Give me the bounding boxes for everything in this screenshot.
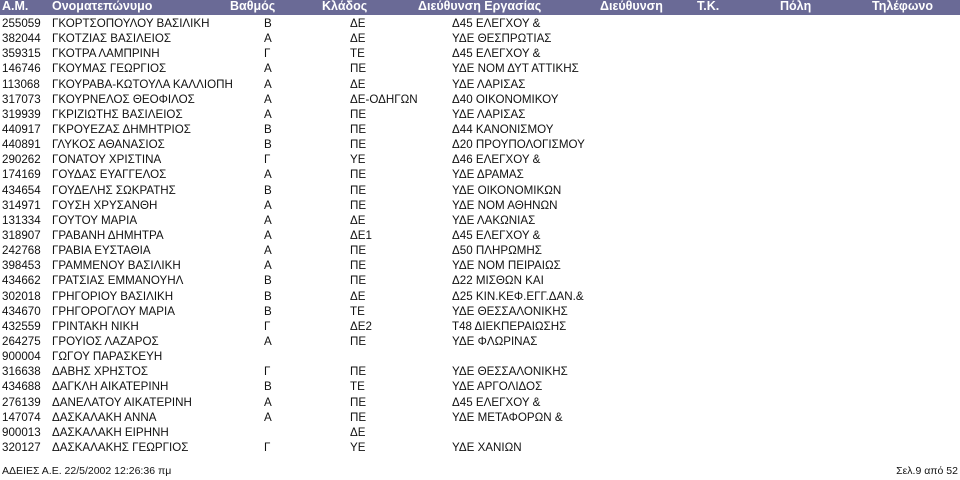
cell-work-department: ΥΔΕ ΝΟΜ ΠΕΙΡΑΙΩΣ bbox=[452, 259, 561, 273]
cell-class: ΔΕ2 bbox=[350, 319, 372, 333]
cell-am: 359315 bbox=[2, 47, 41, 61]
table-row bbox=[0, 379, 960, 394]
cell-grade: Β bbox=[264, 380, 272, 394]
cell-grade: Γ bbox=[264, 365, 271, 379]
cell-am: 264275 bbox=[2, 334, 41, 348]
table-row bbox=[0, 304, 960, 319]
page-footer bbox=[0, 464, 960, 480]
cell-work-department: Δ40 ΟΙΚΟΝΟΜΙΚΟΥ bbox=[452, 92, 559, 106]
cell-class: ΠΕ bbox=[350, 334, 367, 348]
cell-work-department: Δ50 ΠΛΗΡΩΜΗΣ bbox=[452, 244, 542, 258]
table-row bbox=[0, 31, 960, 46]
cell-fullname: ΔΑΣΚΑΛΑΚΗ ΕΙΡΗΝΗ bbox=[52, 425, 169, 439]
cell-work-department: ΥΔΕ ΑΡΓΟΛΙΔΟΣ bbox=[452, 380, 543, 394]
cell-class: ΔΕ bbox=[350, 17, 366, 30]
table-row bbox=[0, 61, 960, 76]
cell-grade: Γ bbox=[264, 47, 271, 61]
cell-work-department: Δ25 ΚΙΝ.ΚΕΦ.ΕΓΓ.ΔΑΝ.& bbox=[452, 289, 584, 303]
cell-work-department: ΥΔΕ ΜΕΤΑΦΟΡΩΝ & bbox=[452, 410, 563, 424]
header-postal-code: Τ.Κ. bbox=[697, 0, 720, 13]
table-row bbox=[0, 289, 960, 304]
header-work-department: Διεύθυνση Εργασίας bbox=[418, 0, 542, 13]
cell-class: ΠΕ bbox=[350, 62, 367, 76]
cell-grade: Α bbox=[264, 77, 272, 91]
cell-grade: Β bbox=[264, 138, 272, 152]
cell-fullname: ΔΑΣΚΑΛΑΚΗΣ ΓΕΩΡΓΙΟΣ bbox=[52, 440, 189, 454]
cell-fullname: ΓΡΗΓΟΡΟΓΛΟΥ ΜΑΡΙΑ bbox=[52, 304, 175, 318]
table-row bbox=[0, 349, 960, 364]
table-row bbox=[0, 107, 960, 122]
cell-am: 900013 bbox=[2, 425, 41, 439]
cell-grade: Γ bbox=[264, 319, 271, 333]
cell-am: 398453 bbox=[2, 259, 41, 273]
table-body bbox=[0, 16, 960, 455]
cell-fullname: ΓΛΥΚΟΣ ΑΘΑΝΑΣΙΟΣ bbox=[52, 138, 165, 152]
cell-fullname: ΓΚΟΤΖΙΑΣ ΒΑΣΙΛΕΙΟΣ bbox=[52, 32, 172, 46]
cell-fullname: ΓΚΡΙΖΙΩΤΗΣ ΒΑΣΙΛΕΙΟΣ bbox=[52, 107, 183, 121]
cell-class: ΠΕ bbox=[350, 259, 367, 273]
cell-work-department: Δ46 ΕΛΕΓΧΟΥ & bbox=[452, 153, 541, 167]
cell-am: 314971 bbox=[2, 198, 41, 212]
table-row bbox=[0, 92, 960, 107]
cell-am: 146746 bbox=[2, 62, 41, 76]
cell-work-department: ΥΔΕ ΝΟΜ ΑΘΗΝΩΝ bbox=[452, 198, 558, 212]
footer-report-info: ΑΔΕΙΕΣ Α.Ε. 22/5/2002 12:26:36 πμ bbox=[2, 465, 172, 477]
cell-am: 434662 bbox=[2, 274, 41, 288]
table-row bbox=[0, 364, 960, 379]
cell-class: ΠΕ bbox=[350, 168, 367, 182]
cell-grade: Γ bbox=[264, 440, 271, 454]
cell-class: ΠΕ bbox=[350, 138, 367, 152]
table-row bbox=[0, 425, 960, 440]
cell-work-department: Τ48 ΔΙΕΚΠΕΡΑΙΩΣΗΣ bbox=[452, 319, 567, 333]
cell-am: 319939 bbox=[2, 107, 41, 121]
table-row bbox=[0, 395, 960, 410]
cell-class: ΠΕ bbox=[350, 183, 367, 197]
cell-class: ΤΕ bbox=[350, 380, 365, 394]
cell-fullname: ΓΟΥΤΟΥ ΜΑΡΙΑ bbox=[52, 213, 138, 227]
cell-am: 174169 bbox=[2, 168, 41, 182]
table-row bbox=[0, 319, 960, 334]
cell-grade: Α bbox=[264, 168, 272, 182]
cell-work-department: ΥΔΕ ΝΟΜ ΔΥΤ ΑΤΤΙΚΗΣ bbox=[452, 62, 579, 76]
cell-class: ΔΕ bbox=[350, 289, 366, 303]
header-grade: Βαθμός bbox=[230, 0, 276, 13]
cell-work-department: ΥΔΕ ΦΛΩΡΙΝΑΣ bbox=[452, 334, 538, 348]
cell-class: ΠΕ bbox=[350, 395, 367, 409]
cell-work-department: Δ45 ΕΛΕΓΧΟΥ & bbox=[452, 228, 541, 242]
cell-am: 113068 bbox=[2, 77, 40, 91]
table-row bbox=[0, 77, 960, 92]
footer-page-number: Σελ.9 από 52 bbox=[896, 465, 958, 477]
cell-grade: Γ bbox=[264, 153, 271, 167]
cell-fullname: ΓΚΡΟΥΕΖΑΣ ΔΗΜΗΤΡΙΟΣ bbox=[52, 122, 191, 136]
cell-class: ΤΕ bbox=[350, 304, 365, 318]
cell-work-department: ΥΔΕ ΘΕΣΠΡΩΤΙΑΣ bbox=[452, 32, 552, 46]
cell-fullname: ΓΡΗΓΟΡΙΟΥ ΒΑΣΙΛΙΚΗ bbox=[52, 289, 174, 303]
cell-grade: Β bbox=[264, 274, 272, 288]
cell-fullname: ΓΡΟΥΙΟΣ ΛΑΖΑΡΟΣ bbox=[52, 334, 159, 348]
cell-grade: Α bbox=[264, 244, 272, 258]
cell-grade: Α bbox=[264, 228, 272, 242]
cell-fullname: ΓΡΑΤΣΙΑΣ ΕΜΜΑΝΟΥΗΛ bbox=[52, 274, 184, 288]
cell-work-department: ΥΔΕ ΔΡΑΜΑΣ bbox=[452, 168, 524, 182]
cell-work-department: ΥΔΕ ΘΕΣΣΑΛΟΝΙΚΗΣ bbox=[452, 304, 568, 318]
cell-am: 900004 bbox=[2, 350, 41, 364]
cell-fullname: ΓΟΥΔΕΛΗΣ ΣΩΚΡΑΤΗΣ bbox=[52, 183, 176, 197]
cell-work-department: ΥΔΕ ΘΕΣΣΑΛΟΝΙΚΗΣ bbox=[452, 365, 568, 379]
cell-am: 432559 bbox=[2, 319, 41, 333]
cell-work-department: ΥΔΕ ΟΙΚΟΝΟΜΙΚΩΝ bbox=[452, 183, 562, 197]
table-row bbox=[0, 16, 960, 31]
cell-class: ΔΕ1 bbox=[350, 228, 372, 242]
cell-grade: Α bbox=[264, 334, 272, 348]
table-row bbox=[0, 258, 960, 273]
cell-am: 317073 bbox=[2, 92, 41, 106]
cell-class: ΠΕ bbox=[350, 365, 367, 379]
table-row bbox=[0, 122, 960, 137]
cell-fullname: ΓΩΓΟΥ ΠΑΡΑΣΚΕΥΗ bbox=[52, 350, 163, 364]
cell-grade: Α bbox=[264, 62, 272, 76]
cell-am: 242768 bbox=[2, 244, 41, 258]
cell-work-department: Δ22 ΜΙΣΘΩΝ ΚΑΙ bbox=[452, 274, 544, 288]
cell-am: 434688 bbox=[2, 380, 41, 394]
cell-work-department: Δ44 ΚΑΝΟΝΙΣΜΟΥ bbox=[452, 122, 554, 136]
cell-fullname: ΓΚΟΥΡΝΕΛΟΣ ΘΕΟΦΙΛΟΣ bbox=[52, 92, 195, 106]
cell-class: ΠΕ bbox=[350, 244, 367, 258]
table-row bbox=[0, 137, 960, 152]
cell-am: 255059 bbox=[2, 17, 41, 30]
cell-grade: Α bbox=[264, 259, 272, 273]
cell-grade: Α bbox=[264, 32, 272, 46]
cell-fullname: ΔΑΓΚΛΗ ΑΙΚΑΤΕΡΙΝΗ bbox=[52, 380, 169, 394]
cell-work-department: Δ45 ΕΛΕΓΧΟΥ & bbox=[452, 395, 541, 409]
table-header bbox=[0, 0, 960, 15]
table-row bbox=[0, 183, 960, 198]
cell-work-department: ΥΔΕ ΛΑΡΙΣΑΣ bbox=[452, 107, 526, 121]
cell-fullname: ΔΑΝΕΛΑΤΟΥ ΑΙΚΑΤΕΡΙΝΗ bbox=[52, 395, 192, 409]
cell-am: 434654 bbox=[2, 183, 41, 197]
cell-class: ΔΕ bbox=[350, 32, 366, 46]
cell-fullname: ΓΡΙΝΤΑΚΗ ΝΙΚΗ bbox=[52, 319, 139, 333]
header-phone: Τηλέφωνο bbox=[872, 0, 934, 13]
cell-am: 318907 bbox=[2, 228, 41, 242]
cell-work-department: Δ45 ΕΛΕΓΧΟΥ & bbox=[452, 47, 541, 61]
table-row bbox=[0, 167, 960, 182]
cell-fullname: ΓΡΑΜΜΕΝΟΥ ΒΑΣΙΛΙΚΗ bbox=[52, 259, 181, 273]
cell-fullname: ΓΡΑΒΙΑ ΕΥΣΤΑΘΙΑ bbox=[52, 244, 151, 258]
header-am: Α.Μ. bbox=[2, 0, 29, 13]
table-row bbox=[0, 243, 960, 258]
cell-work-department: Δ45 ΕΛΕΓΧΟΥ & bbox=[452, 17, 541, 30]
table-row bbox=[0, 334, 960, 349]
header-address: Διεύθυνση bbox=[600, 0, 663, 13]
header-city: Πόλη bbox=[780, 0, 812, 13]
cell-am: 290262 bbox=[2, 153, 41, 167]
cell-class: ΔΕ bbox=[350, 77, 366, 91]
cell-am: 131334 bbox=[2, 213, 41, 227]
cell-fullname: ΓΚΟΥΡΑΒΑ-ΚΩΤΟΥΛΑ ΚΑΛΛΙΟΠΗ bbox=[52, 77, 233, 91]
cell-am: 440917 bbox=[2, 122, 41, 136]
cell-work-department: ΥΔΕ ΛΑΡΙΣΑΣ bbox=[452, 77, 526, 91]
cell-grade: Α bbox=[264, 92, 272, 106]
cell-work-department: ΥΔΕ ΧΑΝΙΩΝ bbox=[452, 440, 522, 454]
cell-am: 316638 bbox=[2, 365, 41, 379]
cell-fullname: ΔΑΒΗΣ ΧΡΗΣΤΟΣ bbox=[52, 365, 149, 379]
cell-am: 276139 bbox=[2, 395, 41, 409]
table-row bbox=[0, 228, 960, 243]
cell-grade: Α bbox=[264, 213, 272, 227]
cell-fullname: ΓΚΟΡΤΣΟΠΟΥΛΟΥ ΒΑΣΙΛΙΚΗ bbox=[52, 17, 210, 30]
cell-grade: Α bbox=[264, 107, 272, 121]
cell-grade: Α bbox=[264, 198, 272, 212]
cell-class: ΔΕ-ΟΔΗΓΩΝ bbox=[350, 92, 418, 106]
cell-work-department: ΥΔΕ ΛΑΚΩΝΙΑΣ bbox=[452, 213, 536, 227]
cell-class: ΔΕ bbox=[350, 213, 366, 227]
cell-grade: Α bbox=[264, 395, 272, 409]
cell-fullname: ΓΟΥΔΑΣ ΕΥΑΓΓΕΛΟΣ bbox=[52, 168, 167, 182]
cell-class: ΥΕ bbox=[350, 440, 366, 454]
cell-grade: Β bbox=[264, 17, 272, 30]
table-row bbox=[0, 273, 960, 288]
cell-class: ΠΕ bbox=[350, 107, 367, 121]
cell-grade: Β bbox=[264, 122, 272, 136]
table-row bbox=[0, 440, 960, 455]
cell-fullname: ΓΚΟΥΜΑΣ ΓΕΩΡΓΙΟΣ bbox=[52, 62, 167, 76]
cell-am: 302018 bbox=[2, 289, 41, 303]
cell-class: ΔΕ bbox=[350, 425, 366, 439]
cell-grade: Β bbox=[264, 304, 272, 318]
cell-fullname: ΓΚΟΤΡΑ ΛΑΜΠΡΙΝΗ bbox=[52, 47, 160, 61]
cell-class: ΠΕ bbox=[350, 198, 367, 212]
table-row bbox=[0, 46, 960, 61]
cell-grade: Β bbox=[264, 289, 272, 303]
table-row bbox=[0, 213, 960, 228]
table-row bbox=[0, 152, 960, 167]
table-row bbox=[0, 410, 960, 425]
cell-class: ΠΕ bbox=[350, 122, 367, 136]
cell-fullname: ΓΟΝΑΤΟΥ ΧΡΙΣΤΙΝΑ bbox=[52, 153, 162, 167]
cell-work-department: Δ20 ΠΡΟΥΠΟΛΟΓΙΣΜΟΥ bbox=[452, 138, 585, 152]
cell-class: ΠΕ bbox=[350, 274, 367, 288]
cell-am: 147074 bbox=[2, 410, 41, 424]
cell-fullname: ΔΑΣΚΑΛΑΚΗ ΑΝΝΑ bbox=[52, 410, 157, 424]
cell-class: ΠΕ bbox=[350, 410, 367, 424]
header-class: Κλάδος bbox=[322, 0, 368, 13]
cell-am: 320127 bbox=[2, 440, 41, 454]
table-row bbox=[0, 198, 960, 213]
cell-class: ΤΕ bbox=[350, 47, 365, 61]
header-fullname: Ονοματεπώνυμο bbox=[52, 0, 153, 13]
cell-class: ΥΕ bbox=[350, 153, 366, 167]
cell-fullname: ΓΟΥΣΗ ΧΡΥΣΑΝΘΗ bbox=[52, 198, 158, 212]
cell-grade: Α bbox=[264, 410, 272, 424]
cell-grade: Β bbox=[264, 183, 272, 197]
cell-am: 440891 bbox=[2, 138, 41, 152]
cell-fullname: ΓΡΑΒΑΝΗ ΔΗΜΗΤΡΑ bbox=[52, 228, 164, 242]
cell-am: 434670 bbox=[2, 304, 41, 318]
cell-am: 382044 bbox=[2, 32, 41, 46]
